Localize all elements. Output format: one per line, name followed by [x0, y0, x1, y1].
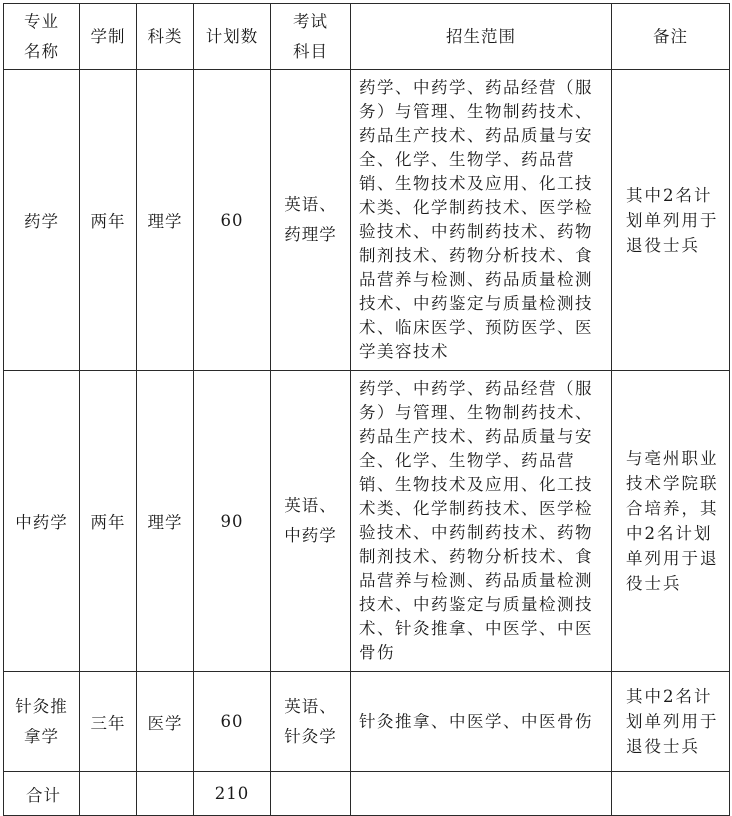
header-note: 备注 [612, 4, 730, 70]
exam-cell: 英语、针灸学 [271, 672, 351, 772]
note-cell: 与亳州职业技术学院联合培养，其中2名计划单列用于退役士兵 [612, 371, 730, 672]
category-cell: 理学 [137, 70, 194, 371]
major-cell: 针灸推拿学 [4, 672, 80, 772]
quota-cell: 90 [194, 371, 271, 672]
header-major: 专业 名称 [4, 4, 80, 70]
header-category: 科类 [137, 4, 194, 70]
note-cell: 其中2名计划单列用于退役士兵 [612, 70, 730, 371]
quota-cell: 60 [194, 70, 271, 371]
empty-cell [80, 772, 137, 816]
duration-cell: 两年 [80, 70, 137, 371]
scope-cell: 针灸推拿、中医学、中医骨伤 [351, 672, 612, 772]
header-quota: 计划数 [194, 4, 271, 70]
table-row [4, 371, 730, 672]
duration-cell: 三年 [80, 672, 137, 772]
empty-cell [137, 772, 194, 816]
header-exam: 考试 科目 [271, 4, 351, 70]
total-label: 合计 [4, 772, 80, 816]
exam-cell: 英语、中药学 [271, 371, 351, 672]
category-cell: 理学 [137, 371, 194, 672]
header-duration: 学制 [80, 4, 137, 70]
empty-cell [351, 772, 612, 816]
header-scope: 招生范围 [351, 4, 612, 70]
major-cell: 中药学 [4, 371, 80, 672]
table-row [4, 672, 730, 772]
total-quota: 210 [194, 772, 271, 816]
major-cell: 药学 [4, 70, 80, 371]
category-cell: 医学 [137, 672, 194, 772]
table-row [4, 70, 730, 371]
scope-cell: 药学、中药学、药品经营（服务）与管理、生物制药技术、药品生产技术、药品质量与安全、化学、生物学、药品营销、生物技术及应用、化工技术类、化学制药技术、医学检验技术、中药制药技术、药物制剂技术、药物分析技术、食品营养与检测、药品质量检测技术、中药鉴定与质量检测技术、临床医学、预防医学、医学美容技术 [351, 70, 612, 371]
scope-cell: 药学、中药学、药品经营（服务）与管理、生物制药技术、药品生产技术、药品质量与安全、化学、生物学、药品营销、生物技术及应用、化工技术类、化学制药技术、医学检验技术、中药制药技术、药物制剂技术、药物分析技术、食品营养与检测、药品质量检测技术、中药鉴定与质量检测技术、针灸推拿、中医学、中医骨伤 [351, 371, 612, 672]
empty-cell [271, 772, 351, 816]
exam-cell: 英语、药理学 [271, 70, 351, 371]
admission-plan-table [3, 3, 730, 816]
table-header-row [4, 4, 730, 70]
total-row [4, 772, 730, 816]
quota-cell: 60 [194, 672, 271, 772]
empty-cell [612, 772, 730, 816]
duration-cell: 两年 [80, 371, 137, 672]
note-cell: 其中2名计划单列用于退役士兵 [612, 672, 730, 772]
